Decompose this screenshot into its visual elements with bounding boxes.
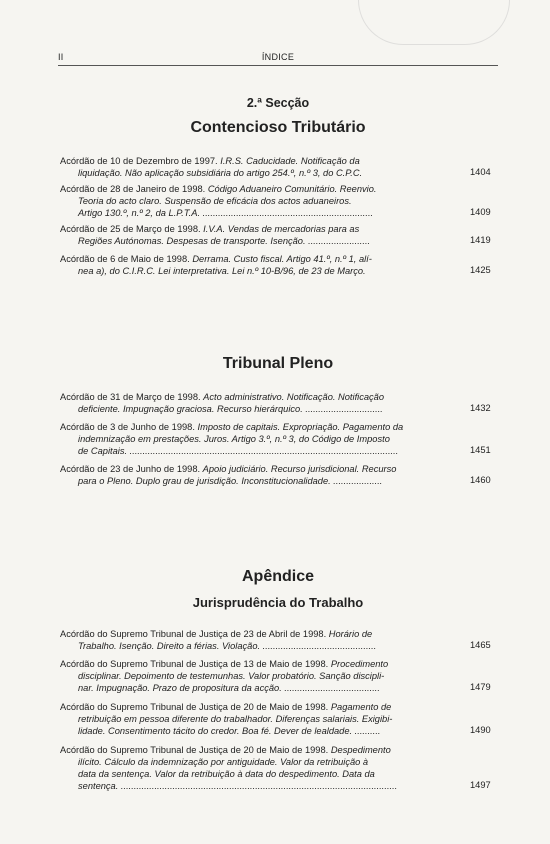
toc-page-number: 1460 [470, 475, 491, 485]
toc-page-number: 1465 [470, 640, 491, 650]
section3-subtitle: Jurisprudência do Trabalho [192, 595, 364, 610]
toc-page-number: 1451 [470, 445, 491, 455]
toc-entry: Acórdão de 6 de Maio de 1998. Derrama. Custo fiscal. Artigo 41.º, n.º 1, alí- nea a), do C.I.R.C. Lei interpretativa. Lei n.º 10-B/96, de 23 de Março. [60, 254, 372, 276]
toc-entry: Acórdão de 25 de Março de 1998. I.V.A. Vendas de mercadorias para as Regiões Autónomas. Despesas de transporte. Isenção. ........................ [60, 224, 371, 246]
toc-page-number: 1404 [470, 167, 491, 177]
section2-title: Tribunal Pleno [222, 355, 334, 372]
toc-page-number: 1490 [470, 725, 491, 735]
toc-page-number: 1409 [470, 207, 491, 217]
header-title: ÍNDICE [261, 52, 295, 62]
toc-page-number: 1479 [470, 682, 491, 692]
toc-entry: Acórdão do Supremo Tribunal de Justiça de 20 de Maio de 1998. Pagamento de retribuição em pessoa diferente do trabalhador. Diferenças salariais. Exigibi- lidade. Consentimento tácito do credor. Boa fé. Dever de lealdade. .......... [60, 702, 393, 736]
toc-entry: Acórdão de 28 de Janeiro de 1998. Código Aduaneiro Comunitário. Reenvio. Teoria do acto claro. Suspensão de eficácia dos actos aduaneiros. Artigo 130.º, n.º 2, da L.P.T.A. .................................................................. [60, 184, 377, 218]
toc-entry: Acórdão de 23 de Junho de 1998. Apoio judiciário. Recurso jurisdicional. Recurso para o Pleno. Duplo grau de jurisdição. Inconstitucionalidade. ................... [60, 464, 397, 486]
page-header [58, 51, 498, 66]
toc-page-number: 1425 [470, 265, 491, 275]
toc-entry: Acórdão do Supremo Tribunal de Justiça de 20 de Maio de 1998. Despedimento ilícito. Cálculo da indemnização por antiguidade. Valor da retribuição à data da sentença. Valor da retribuição à data do despedimento. Data da sentença. ........................................................................................................... [60, 745, 398, 791]
toc-entry: Acórdão de 3 de Junho de 1998. Imposto de capitais. Expropriação. Pagamento da indemnização em prestações. Juros. Artigo 3.º, n.º 3, do Código de Imposto de Capitais. ........................................................................................................ [60, 422, 404, 456]
toc-page-number: 1497 [470, 780, 491, 790]
toc-entry: Acórdão do Supremo Tribunal de Justiça de 13 de Maio de 1998. Procedimento disciplinar. Depoimento de testemunhas. Valor probatório. Sanção discipli- nar. Impugnação. Prazo de propositura da acção. ..................................... [60, 659, 389, 693]
toc-entry: Acórdão de 10 de Dezembro de 1997. I.R.S. Caducidade. Notificação da liquidação. Não aplicação subsidiária do artigo 254.º, n.º 3, do C.P.C. [60, 156, 363, 178]
toc-entry: Acórdão de 31 de Março de 1998. Acto administrativo. Notificação. Notificação deficiente. Impugnação graciosa. Recurso hierárquico. .............................. [60, 392, 385, 414]
section1-title: Contencioso Tributário [190, 119, 366, 136]
library-stamp [358, 0, 510, 45]
section1-subtitle: 2.ª Secção [246, 96, 310, 110]
section3-title: Apêndice [241, 568, 314, 585]
page-number: II [58, 52, 64, 62]
toc-page-number: 1419 [470, 235, 491, 245]
toc-entry: Acórdão do Supremo Tribunal de Justiça de 23 de Abril de 1998. Horário de Trabalho. Isenção. Direito a férias. Violação. ............................................ [60, 629, 377, 651]
toc-page-number: 1432 [470, 403, 491, 413]
